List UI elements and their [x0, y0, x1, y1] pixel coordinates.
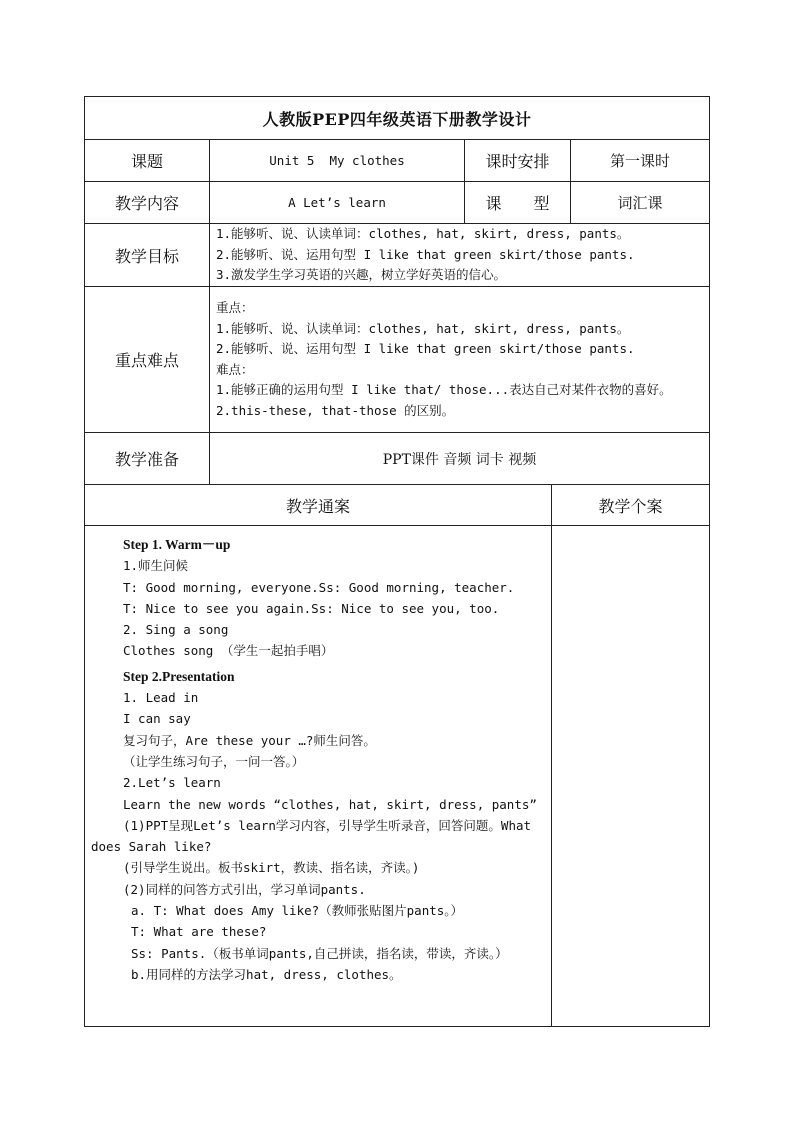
key-point-line: 1.能够正确的运用句型 I like that/ those...表达自己对某件衣物的喜好。	[216, 382, 672, 397]
key-point-line: 2.this-these, that-those 的区别。	[216, 402, 455, 418]
plan-line: Learn the new words “clothes, hat, skirt, dress, pants”	[123, 796, 537, 812]
plan-line: 2. Sing a song	[123, 622, 229, 638]
key-points-row	[85, 287, 710, 433]
topic-value: Unit 5 My clothes	[210, 140, 465, 182]
plan-line: a. T: What does Amy like?（教师张贴图片pants。）	[131, 903, 464, 919]
general-plan-header: 教学通案	[85, 485, 552, 526]
document-title: 人教版PEP四年级英语下册教学设计	[85, 97, 710, 140]
goal-line: 3.激发学生学习英语的兴趣，树立学好英语的信心。	[216, 267, 507, 283]
step1-title: Step 1. Warm－up	[123, 537, 231, 552]
content-row	[85, 182, 710, 224]
plan-line: Ss: Pants.（板书单词pants,自己拼读，指名读，带读，齐读。）	[131, 945, 508, 961]
plan-line: 1.师生问候	[123, 558, 189, 574]
plan-line: 1. Lead in	[123, 690, 199, 706]
content-label: 教学内容	[85, 182, 210, 224]
goal-line: 2.能够听、说、运用句型 I like that green skirt/those pants.	[216, 246, 635, 262]
schedule-value: 第一课时	[571, 140, 710, 182]
key-points-label: 重点难点	[85, 287, 210, 433]
topic-label: 课题	[85, 140, 210, 182]
individual-plan-header: 教学个案	[552, 485, 710, 526]
individual-plan-content	[552, 526, 710, 1027]
step2-title: Step 2.Presentation	[123, 668, 235, 684]
key-point-line: 1.能够听、说、认读单词：clothes, hat, skirt, dress, pants。	[216, 320, 630, 336]
plan-line: T: What are these?	[131, 924, 267, 940]
goals-label: 教学目标	[85, 224, 210, 287]
goals-row	[85, 224, 710, 287]
key-point-line: 难点：	[216, 361, 254, 377]
plan-line: 2.Let’s learn	[123, 775, 221, 791]
schedule-label: 课时安排	[465, 140, 571, 182]
plan-line: T: Nice to see you again.Ss: Nice to see you, too.	[123, 600, 500, 616]
plan-line: (引导学生说出。板书skirt，教读、指名读，齐读。)	[123, 860, 420, 876]
topic-row	[85, 140, 710, 182]
plan-line: （让学生练习句子，一问一答。）	[123, 753, 305, 769]
key-points-content	[210, 287, 710, 433]
key-point-line: 重点：	[216, 300, 254, 315]
plan-line: T: Good morning, everyone.Ss: Good morning, teacher.	[123, 579, 515, 595]
plan-body-row	[85, 526, 710, 1027]
plan-line: I can say	[123, 711, 191, 727]
general-plan-content	[85, 526, 552, 1027]
content-value: A Let’s learn	[210, 182, 465, 224]
prep-label: 教学准备	[85, 433, 210, 485]
key-point-line: 2.能够听、说、运用句型 I like that green skirt/those pants.	[216, 341, 635, 356]
plan-line: 复习句子，Are these your …?师生问答。	[123, 732, 376, 748]
goal-line: 1.能够听、说、认读单词：clothes, hat, skirt, dress, pants。	[216, 226, 630, 242]
goals-content	[210, 224, 710, 287]
plan-line: b.用同样的方法学习hat, dress, clothes。	[131, 966, 402, 982]
prep-value: PPT课件 音频 词卡 视频	[210, 433, 710, 485]
prep-row	[85, 433, 710, 485]
plan-line: Clothes song （学生一起拍手唱）	[123, 643, 334, 659]
plan-header-row	[85, 485, 710, 526]
plan-line: (2)同样的问答方式引出，学习单词pants.	[123, 881, 366, 897]
lesson-type-label: 课 型	[465, 182, 571, 224]
lesson-type-value: 词汇课	[571, 182, 710, 224]
title-row	[85, 97, 710, 140]
lesson-plan-table	[84, 96, 710, 1027]
plan-line: (1)PPT呈现Let’s learn学习内容，引导学生听录音，回答问题。What does Sarah like?	[91, 817, 532, 855]
